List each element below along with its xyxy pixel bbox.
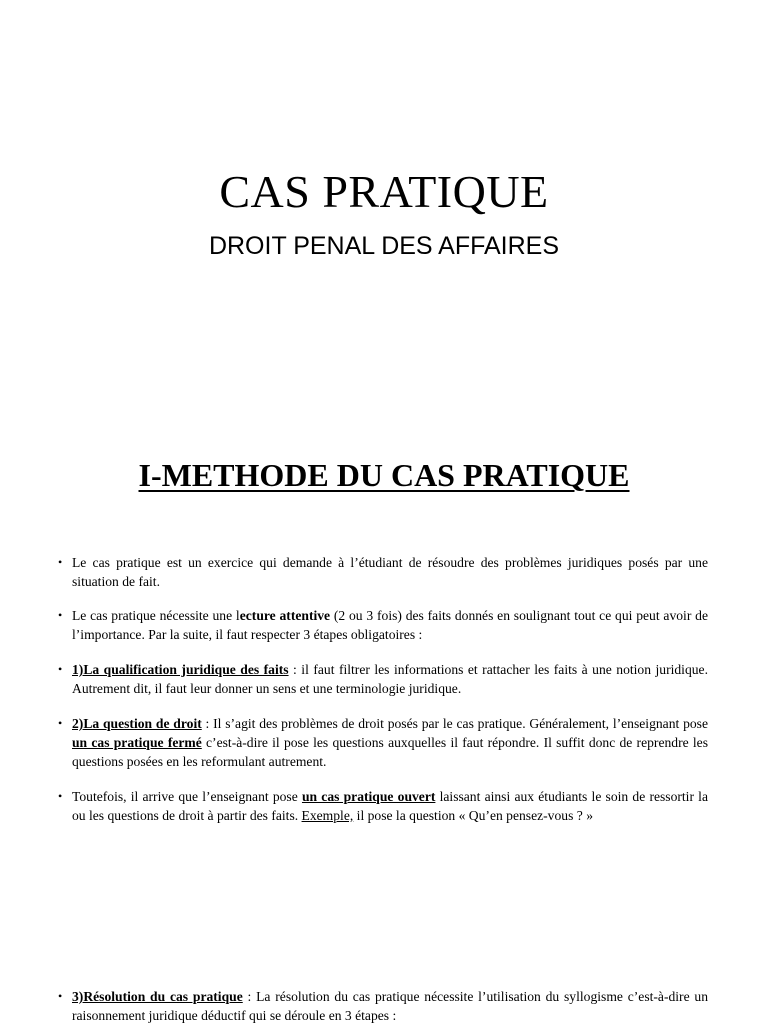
step-heading: 3)Résolution du cas pratique [72, 989, 243, 1004]
bullet-marker: • [58, 662, 63, 676]
bullet-item-question-de-droit [58, 714, 708, 771]
bullet-marker: • [58, 716, 63, 730]
bullet-text: 3)Résolution du cas pratique : La résolution du cas pratique nécessite l’utilisation du syllogisme c’est-à-dire un raisonnement juridique déductif qui se déroule en 3 étapes : [72, 989, 708, 1023]
emphasis-underline: Exemple, [301, 808, 354, 823]
bullet-text: Le cas pratique est un exercice qui demande à l’étudiant de résoudre des problèmes juridiques posés par une situation de fait. [72, 555, 708, 589]
bullet-item-definition [58, 553, 708, 591]
bullet-marker: • [58, 789, 63, 803]
step-heading: 1)La qualification juridique des faits [72, 662, 289, 677]
bullet-text: Toutefois, il arrive que l’enseignant pose un cas pratique ouvert laissant ainsi aux étudiants le soin de ressortir la ou les questions de droit à partir des faits. Exemple, il pose la question « Qu’en pensez-vous ? » [72, 789, 708, 823]
emphasis-bold: ecture attentive [239, 608, 331, 623]
bullet-item-lecture [58, 606, 708, 644]
bullet-marker: • [58, 989, 63, 1003]
bullet-text: 1)La qualification juridique des faits : il faut filtrer les informations et rattacher les faits à une notion juridique. Autrement dit, il faut leur donner un sens et une terminologie juridique. [72, 662, 708, 696]
step-heading: 2)La question de droit [72, 716, 202, 731]
bullet-marker: • [58, 555, 63, 569]
bullet-item-resolution [58, 987, 708, 1025]
bullet-item-qualification [58, 660, 708, 698]
bullet-marker: • [58, 608, 63, 622]
section-heading: I-METHODE DU CAS PRATIQUE [138, 457, 630, 493]
document-subtitle: DROIT PENAL DES AFFAIRES [208, 232, 560, 260]
emphasis-bold-underline: un cas pratique ouvert [301, 789, 436, 804]
bullet-text: 2)La question de droit : Il s’agit des problèmes de droit posés par le cas pratique. Généralement, l’enseignant pose un cas pratique fermé c’est-à-dire il pose les questions auxquelles il faut répondre. Il suffit donc de reprendre les questions posées en les reformulant autrement. [72, 716, 708, 769]
document-title: CAS PRATIQUE [219, 166, 549, 217]
bullet-item-cas-ouvert [58, 787, 708, 825]
emphasis-bold-underline: un cas pratique fermé [72, 735, 202, 750]
bullet-text: Le cas pratique nécessite une lecture attentive (2 ou 3 fois) des faits donnés en soulignant tout ce qui peut avoir de l’importance. Par la suite, il faut respecter 3 étapes obligatoires : [72, 608, 708, 642]
